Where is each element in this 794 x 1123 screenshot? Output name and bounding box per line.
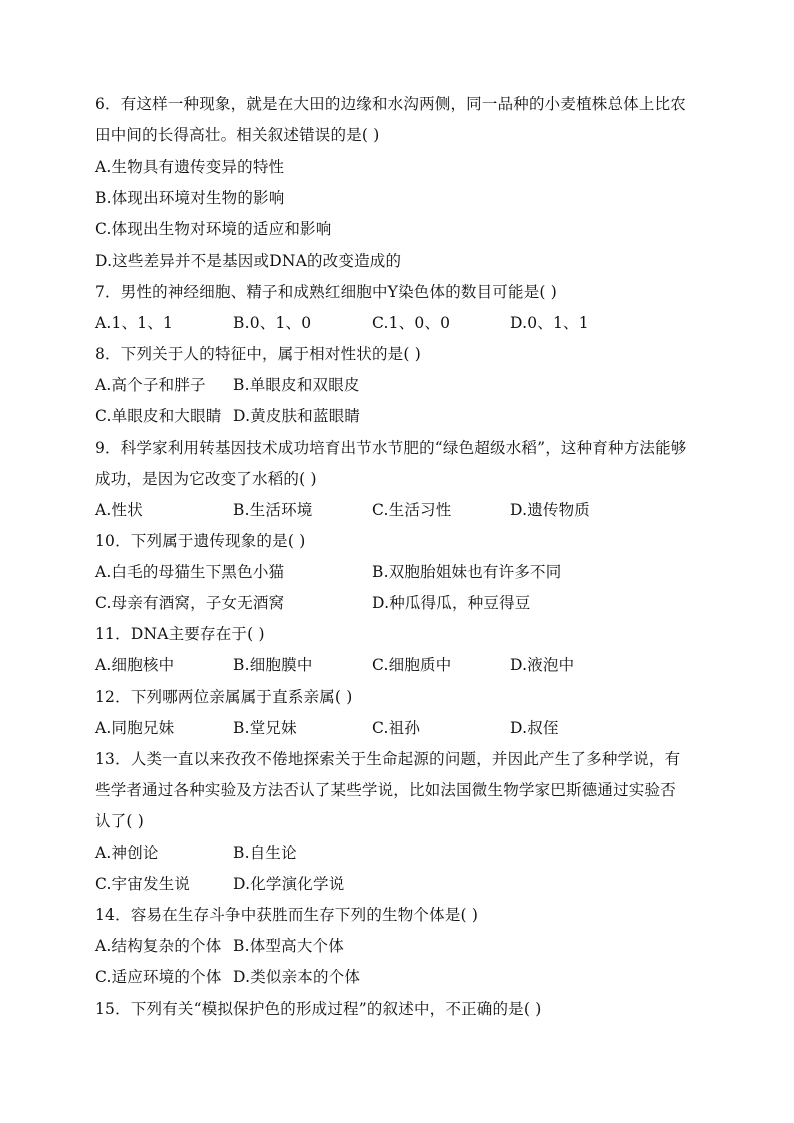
q11-option-c: C.细胞质中 xyxy=(372,656,452,674)
q13-option-a: A.神创论 xyxy=(95,844,159,862)
q7-option-c: C.1、0、0 xyxy=(372,314,451,332)
q12-option-d: D.叔侄 xyxy=(510,719,559,737)
q14-option-a: A.结构复杂的个体 xyxy=(95,937,222,955)
q13-option-d: D.化学演化学说 xyxy=(233,875,345,893)
q14-option-c: C.适应环境的个体 xyxy=(95,968,222,986)
q10-stem: 10．下列属于遗传现象的是( ) xyxy=(95,532,306,550)
q6-option-b: B.体现出环境对生物的影响 xyxy=(95,189,285,207)
q15-stem: 15．下列有关“模拟保护色的形成过程”的叙述中，不正确的是( ) xyxy=(95,1000,542,1018)
q10-option-a: A.白毛的母猫生下黑色小猫 xyxy=(95,563,285,581)
q11-option-b: B.细胞膜中 xyxy=(233,656,313,674)
q6-option-d: D.这些差异并不是基因或DNA的改变造成的 xyxy=(95,252,402,270)
q11-stem: 11．DNA主要存在于( ) xyxy=(95,625,265,643)
q6-option-a: A.生物具有遗传变异的特性 xyxy=(95,158,285,176)
q13-stem-line2: 些学者通过各种实验及方法否认了某些学说，比如法国微生物学家巴斯德通过实验否 xyxy=(95,781,676,799)
q11-option-d: D.液泡中 xyxy=(510,656,575,674)
q6-stem-line2: 田中间的长得高壮。相关叙述错误的是( ) xyxy=(95,126,380,144)
q7-option-d: D.0、1、1 xyxy=(510,314,589,332)
q8-option-d: D.黄皮肤和蓝眼睛 xyxy=(233,407,361,425)
q11-option-a: A.细胞核中 xyxy=(95,656,175,674)
q12-option-a: A.同胞兄妹 xyxy=(95,719,175,737)
q6-stem-line1: 6．有这样一种现象，就是在大田的边缘和水沟两侧，同一品种的小麦植株总体上比农 xyxy=(95,95,686,113)
q12-option-b: B.堂兄妹 xyxy=(233,719,297,737)
q7-option-b: B.0、1、0 xyxy=(233,314,312,332)
q14-option-d: D.类似亲本的个体 xyxy=(233,968,361,986)
q10-option-c: C.母亲有酒窝，子女无酒窝 xyxy=(95,594,285,612)
q14-option-b: B.体型高大个体 xyxy=(233,937,344,955)
q9-option-d: D.遗传物质 xyxy=(510,501,591,519)
q13-stem-line1: 13．人类一直以来孜孜不倦地探索关于生命起源的问题，并因此产生了多种学说，有 xyxy=(95,750,681,768)
q13-option-b: B.自生论 xyxy=(233,844,297,862)
q6-option-c: C.体现出生物对环境的适应和影响 xyxy=(95,220,332,238)
q7-option-a: A.1、1、1 xyxy=(95,314,174,332)
q9-stem-line2: 成功，是因为它改变了水稻的( ) xyxy=(95,470,317,488)
q9-option-c: C.生活习性 xyxy=(372,501,452,519)
q8-option-b: B.单眼皮和双眼皮 xyxy=(233,376,360,394)
q8-option-c: C.单眼皮和大眼睛 xyxy=(95,407,222,425)
q10-option-d: D.种瓜得瓜，种豆得豆 xyxy=(372,594,531,612)
q9-option-b: B.生活环境 xyxy=(233,501,313,519)
q13-option-c: C.宇宙发生说 xyxy=(95,875,191,893)
q14-stem: 14．容易在生存斗争中获胜而生存下列的生物个体是( ) xyxy=(95,906,479,924)
q10-option-b: B.双胞胎姐妹也有许多不同 xyxy=(372,563,562,581)
q9-option-a: A.性状 xyxy=(95,501,143,519)
q12-option-c: C.祖孙 xyxy=(372,719,421,737)
q7-stem: 7．男性的神经细胞、精子和成熟红细胞中Y染色体的数目可能是( ) xyxy=(95,283,558,301)
q12-stem: 12．下列哪两位亲属属于直系亲属( ) xyxy=(95,688,353,706)
q8-stem: 8．下列关于人的特征中，属于相对性状的是( ) xyxy=(95,345,421,363)
q8-option-a: A.高个子和胖子 xyxy=(95,376,206,394)
q13-stem-line3: 认了( ) xyxy=(95,812,145,830)
q9-stem-line1: 9．科学家利用转基因技术成功培育出节水节肥的“绿色超级水稻”，这种育种方法能够 xyxy=(95,439,687,457)
